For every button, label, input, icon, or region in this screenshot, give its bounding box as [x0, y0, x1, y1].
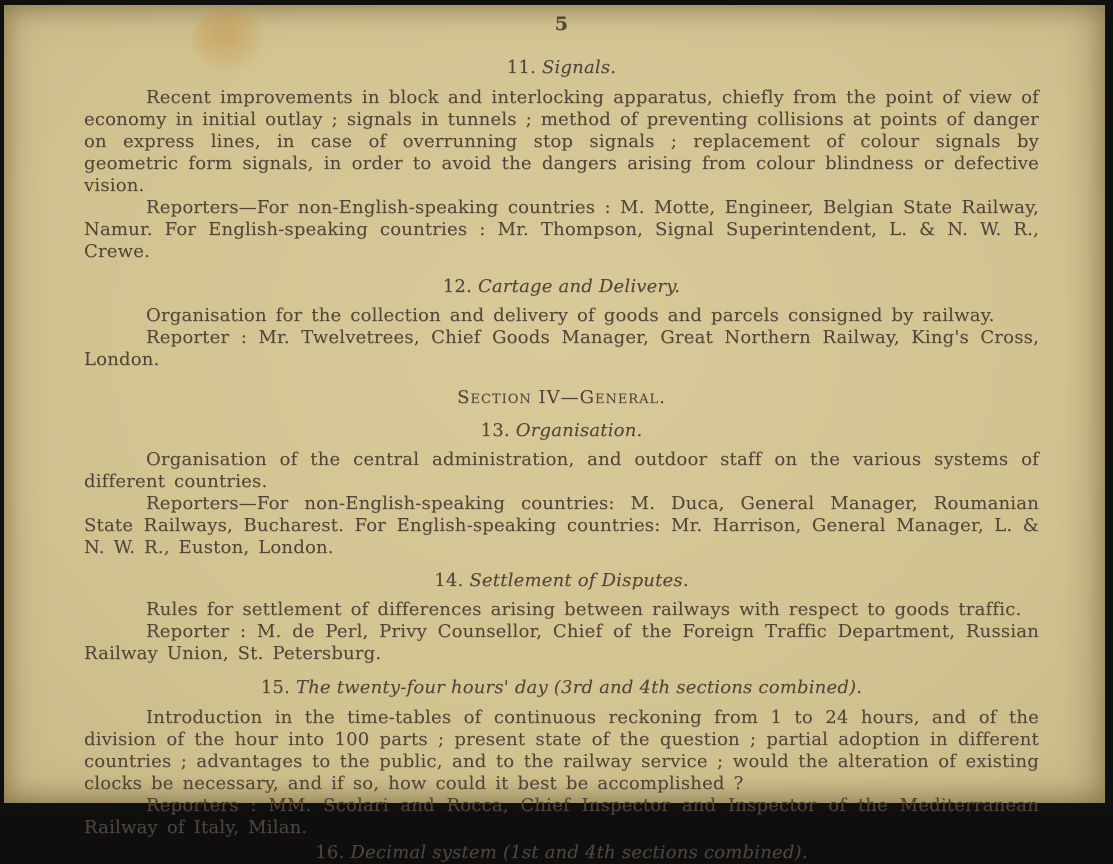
topic-14-number: 14. [434, 570, 464, 591]
topic-13-paragraph-1: Organisation of the central administration, and outdoor staff on the various systems of different countries. [84, 449, 1039, 492]
topic-12-paragraph-1: Organisation for the collection and delivery of goods and parcels consigned by railway. [146, 305, 995, 326]
topic-13-number: 13. [480, 420, 510, 441]
topic-11 [84, 57, 1039, 263]
topic-15-title: The twenty-four hours' day (3rd and 4th sections combined). [295, 677, 863, 698]
topic-14 [84, 570, 1039, 665]
topic-15 [84, 677, 1039, 839]
section-divider: Section IV—General. [457, 387, 666, 408]
topic-14-heading [84, 570, 1039, 592]
topic-16 [84, 842, 1039, 864]
topic-12-heading [84, 276, 1039, 298]
topic-12-paragraph-2: Reporter : Mr. Twelvetrees, Chief Goods Manager, Great Northern Railway, King's Cross, London. [84, 327, 1039, 370]
topic-14-title: Settlement of Disputes. [469, 570, 689, 591]
topic-15-number: 15. [260, 677, 291, 698]
page-number: 5 [554, 13, 569, 35]
topic-15-heading [84, 677, 1039, 699]
topic-12-number: 12. [442, 276, 473, 297]
topic-14-paragraph-2: Reporter : M. de Perl, Privy Counsellor, Chief of the Foreign Traffic Department, Russian Railway Union, St. Petersburg. [84, 621, 1039, 664]
topic-12 [84, 276, 1039, 371]
topic-16-number: 16. [315, 842, 345, 863]
topic-11-paragraph-1: Recent improvements in block and interlocking apparatus, chiefly from the point of view of economy in initial outlay ; signals in tunnels ; method of preventing collisions at points of danger on express lines, in case of overrunning stop signals ; replacement of colour signals by geometric form signals, in order to avoid the dangers arising from colour blindness or defective vision. [84, 87, 1039, 196]
topic-11-number: 11. [506, 57, 537, 78]
topic-11-heading [84, 57, 1039, 79]
topic-16-title: Decimal system (1st and 4th sections combined). [350, 842, 808, 863]
document-page [4, 5, 1105, 863]
topic-11-paragraph-2: Reporters—For non-English-speaking countries : M. Motte, Engineer, Belgian State Railway, Namur. For English-speaking countries : Mr. Thompson, Signal Superintendent, L. & N. W. R., Crewe. [84, 197, 1039, 262]
topic-13-title: Organisation. [515, 420, 643, 441]
topic-16-heading [84, 842, 1039, 864]
topic-13-heading [84, 420, 1039, 442]
topic-11-title: Signals. [541, 57, 617, 78]
topic-15-paragraph-1: Introduction in the time-tables of continuous reckoning from 1 to 24 hours, and of the division of the hour into 100 parts ; present state of the question ; partial adoption in different countries ; advantages to the public, and to the railway service ; would the alteration of existing clocks be necessary, and if so, how could it best be accomplished ? [84, 707, 1039, 794]
topic-12-title: Cartage and Delivery. [477, 276, 681, 297]
topic-15-paragraph-2: Reporters : MM. Scolari and Rocca, Chief Inspector and Inspector of the Mediterranean Railway of Italy, Milan. [84, 795, 1039, 838]
topic-13 [84, 420, 1039, 559]
topic-13-paragraph-2: Reporters—For non-English-speaking countries: M. Duca, General Manager, Roumanian State Railways, Bucharest. For English-speaking countries: Mr. Harrison, General Manager, L. & N. W. R., Euston, London. [84, 493, 1039, 558]
topic-14-paragraph-1: Rules for settlement of differences arising between railways with respect to goods traffic. [146, 599, 1022, 620]
page-content [4, 5, 1105, 864]
